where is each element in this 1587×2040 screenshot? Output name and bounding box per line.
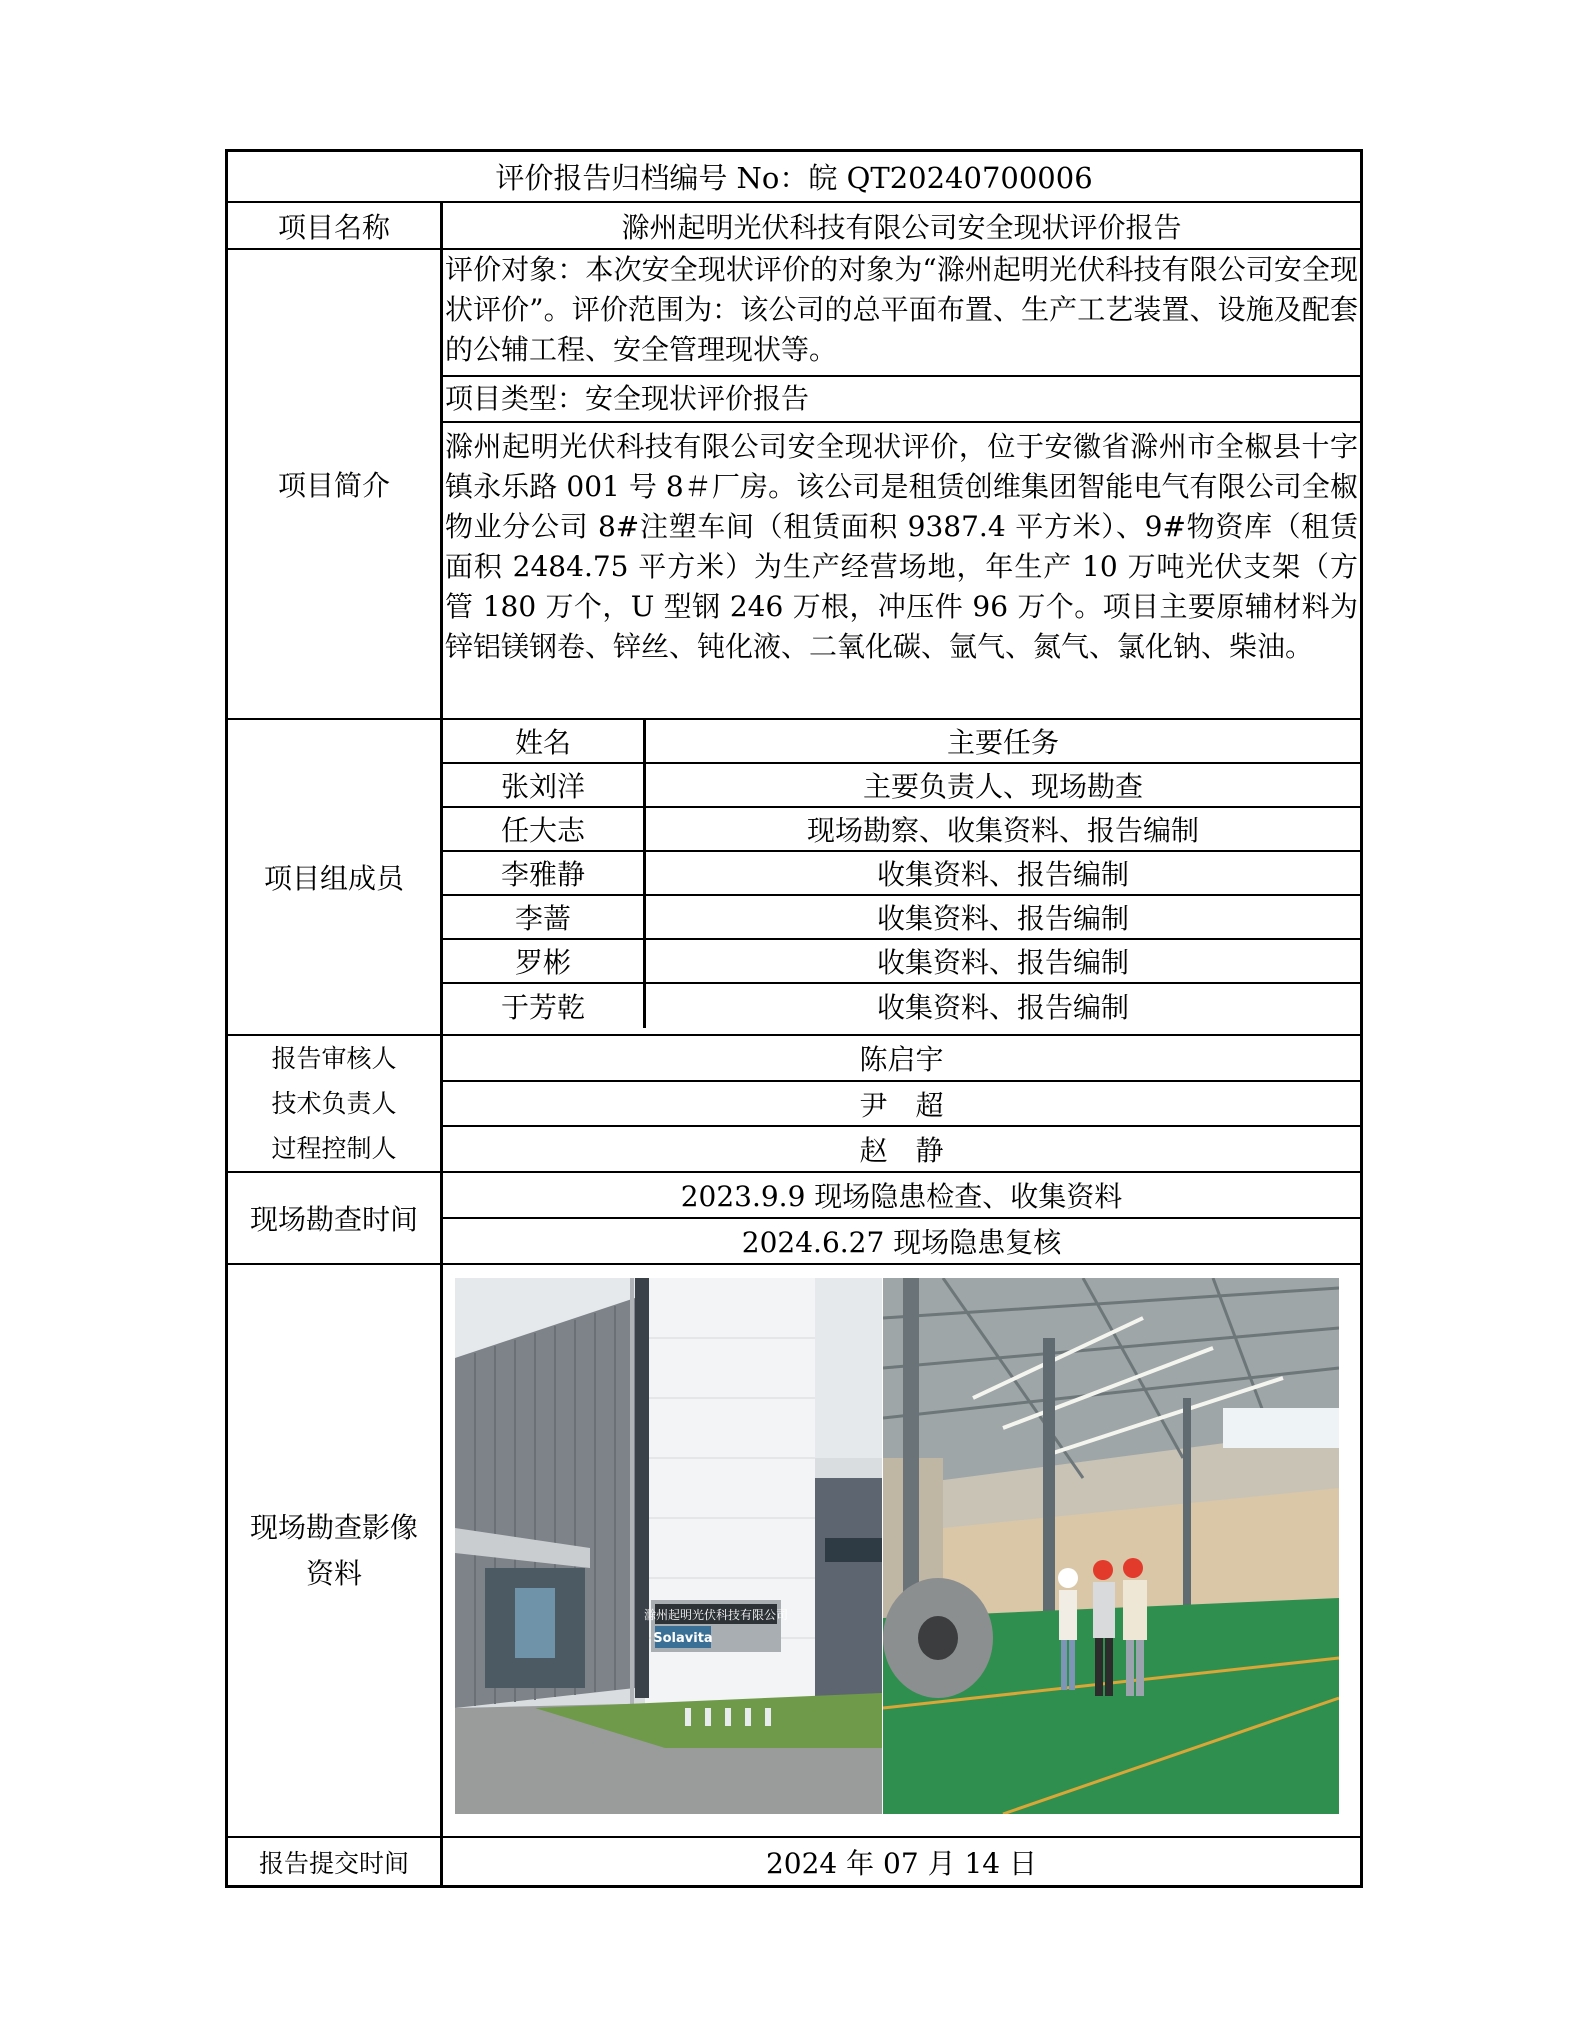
project-intro-label: 项目简介 xyxy=(228,250,443,718)
member-name: 任大志 xyxy=(443,808,646,850)
member-task: 主要负责人、现场勘查 xyxy=(862,770,1143,803)
members-header-row xyxy=(443,720,1360,764)
table-row xyxy=(443,764,1360,808)
member-name: 于芳乾 xyxy=(443,984,646,1028)
table-row xyxy=(443,808,1360,852)
warehouse-interior-photo xyxy=(883,1278,1339,1814)
roles-labels xyxy=(228,1036,443,1171)
project-type: 项目类型：安全现状评价报告 xyxy=(443,377,1360,423)
project-name-label: 项目名称 xyxy=(228,203,443,248)
member-task: 现场勘察、收集资料、报告编制 xyxy=(806,814,1199,847)
sign-brand-name: Solavita xyxy=(653,1631,713,1646)
member-name: 李雅静 xyxy=(443,852,646,894)
technical-lead-label: 技术负责人 xyxy=(271,1089,397,1118)
member-task: 收集资料、报告编制 xyxy=(876,902,1129,935)
reviewer-label: 报告审核人 xyxy=(271,1044,397,1073)
survey-time-label: 现场勘查时间 xyxy=(228,1173,443,1263)
submit-time-row xyxy=(228,1838,1360,1885)
member-name-header: 姓名 xyxy=(443,720,646,762)
project-description: 滁州起明光伏科技有限公司安全现状评价，位于安徽省滁州市全椒县十字镇永乐路 001 号 8＃厂房。该公司是租赁创维集团智能电气有限公司全椒物业分公司 8#注塑车间（租赁面积 9387.4 平方米）、9#物资库（租赁面积 2484.75 平方米）为生产经营场地，年生产 10 万吨光伏支架（方管 180 万个，U 型钢 246 万根，冲压件 96 万个。项目主要原辅材料为锌铝镁钢卷、锌丝、钝化液、二氧化碳、氩气、氮气、氯化钠、柴油。 xyxy=(445,430,1358,663)
project-name-row xyxy=(228,203,1360,250)
project-intro-row xyxy=(228,250,1360,720)
reviewer-name: 陈启宇 xyxy=(443,1036,1360,1082)
table-row xyxy=(443,984,1360,1028)
archive-number: 评价报告归档编号 No：皖 QT20240700006 xyxy=(495,161,1093,195)
submit-time-label: 报告提交时间 xyxy=(228,1838,443,1885)
site-photos-label-line1: 现场勘查影像 xyxy=(249,1510,418,1544)
process-controller-name: 赵 静 xyxy=(859,1134,944,1168)
project-name-value: 滁州起明光伏科技有限公司安全现状评价报告 xyxy=(621,210,1182,244)
submit-time-value: 2024 年 07 月 14 日 xyxy=(765,1846,1038,1880)
table-row xyxy=(443,852,1360,896)
member-name: 张刘洋 xyxy=(443,764,646,806)
sign-company-name: 滁州起明光伏科技有限公司 xyxy=(643,1608,789,1622)
survey-time-entry: 2023.9.9 现场隐患检查、收集资料 xyxy=(443,1173,1360,1219)
site-photos-row xyxy=(228,1265,1360,1838)
member-task: 收集资料、报告编制 xyxy=(876,991,1129,1024)
member-task: 收集资料、报告编制 xyxy=(876,858,1129,891)
members-row xyxy=(228,720,1360,1036)
members-label: 项目组成员 xyxy=(228,720,443,1034)
member-name: 李蔷 xyxy=(443,896,646,938)
archive-number-row xyxy=(228,152,1360,203)
technical-lead-name: 尹 超 xyxy=(443,1082,1360,1128)
table-row xyxy=(443,896,1360,940)
building-exterior-photo xyxy=(455,1278,882,1814)
table-row xyxy=(443,940,1360,984)
survey-time-row xyxy=(228,1173,1360,1265)
survey-time-entry: 2024.6.27 现场隐患复核 xyxy=(741,1226,1062,1259)
members-table xyxy=(443,720,1360,1034)
site-photos-label-line2: 资料 xyxy=(305,1556,362,1590)
report-form-table xyxy=(225,149,1363,1888)
process-controller-label: 过程控制人 xyxy=(271,1134,397,1163)
member-name: 罗彬 xyxy=(443,940,646,982)
member-task: 收集资料、报告编制 xyxy=(876,946,1129,979)
site-photos-label xyxy=(228,1265,443,1836)
site-photos-cell xyxy=(443,1265,1360,1836)
roles-row xyxy=(228,1036,1360,1173)
member-task-header: 主要任务 xyxy=(946,726,1059,759)
evaluation-object: 评价对象：本次安全现状评价的对象为“滁州起明光伏科技有限公司安全现状评价”。评价范围为：该公司的总平面布置、生产工艺装置、设施及配套的公辅工程、安全管理现状等。 xyxy=(443,250,1360,377)
